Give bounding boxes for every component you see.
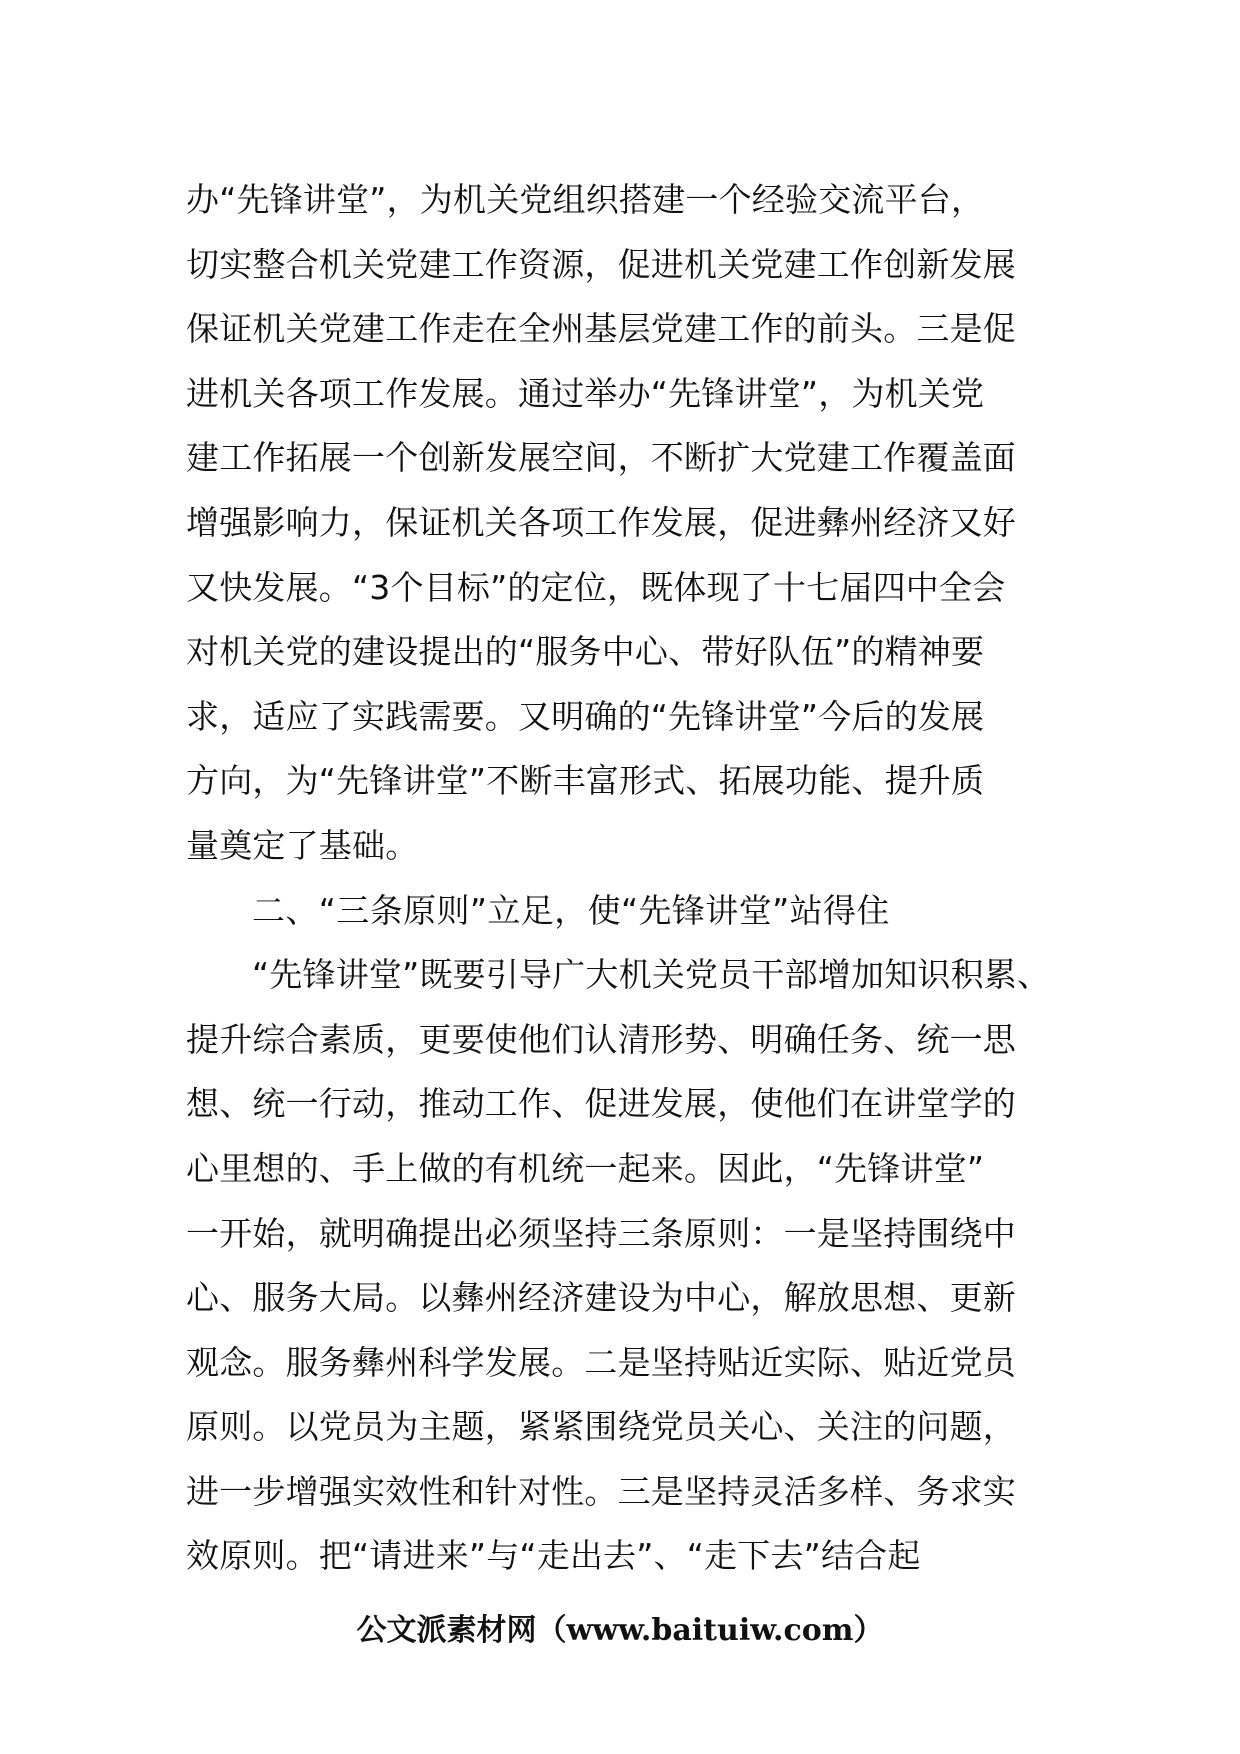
section-heading: 二、“三条原则”立足，使“先锋讲堂”站得住: [252, 890, 890, 930]
text-line: 方向，为“先锋讲堂”不断丰富形式、拓展功能、提升质: [186, 761, 985, 801]
document-body: [186, 168, 1066, 1589]
text-line: 量奠定了基础。: [186, 825, 419, 865]
text-line: 心里想的、手上做的有机统一起来。因此，“先锋讲堂”: [186, 1148, 985, 1188]
text-line: 建工作拓展一个创新发展空间，不断扩大党建工作覆盖面: [186, 438, 1016, 478]
text-line: 办“先锋讲堂”，为机关党组织搭建一个经验交流平台，: [186, 180, 985, 219]
text-line: 进机关各项工作发展。通过举办“先锋讲堂”，为机关党: [186, 373, 985, 413]
text-line: 保证机关党建工作走在全州基层党建工作的前头。三是促: [186, 309, 1016, 349]
text-line: 又快发展。“3个目标”的定位，既体现了十七届四中全会: [186, 567, 1006, 607]
text-line: 观念。服务彝州科学发展。二是坚持贴近实际、贴近党员: [186, 1342, 1016, 1382]
text-line: 心、服务大局。以彝州经济建设为中心，解放思想、更新: [186, 1278, 1016, 1318]
text-line: “先锋讲堂”既要引导广大机关党员干部增加知识积累、: [252, 955, 1051, 995]
text-line: 想、统一行动，推动工作、促进发展，使他们在讲堂学的: [186, 1084, 1016, 1124]
text-line: 增强影响力，保证机关各项工作发展，促进彝州经济又好: [186, 502, 1016, 542]
text-line: 对机关党的建设提出的“服务中心、带好队伍”的精神要: [186, 632, 985, 672]
footer-watermark: 公文派素材网（www.baituiw.com）: [356, 1613, 884, 1648]
text-line: 提升综合素质，更要使他们认清形势、明确任务、统一思: [186, 1019, 1016, 1059]
text-line: 效原则。把“请进来”与“走出去”、“走下去”结合起: [186, 1536, 921, 1576]
text-line: 求，适应了实践需要。又明确的“先锋讲堂”今后的发展: [186, 696, 985, 736]
text-line: 一开始，就明确提出必须坚持三条原则：一是坚持围绕中: [186, 1213, 1016, 1253]
text-line: 原则。以党员为主题，紧紧围绕党员关心、关注的问题，: [186, 1407, 1016, 1447]
text-line: 切实整合机关党建工作资源，促进机关党建工作创新发展: [186, 244, 1016, 284]
text-line: 进一步增强实效性和针对性。三是坚持灵活多样、务求实: [186, 1471, 1016, 1511]
